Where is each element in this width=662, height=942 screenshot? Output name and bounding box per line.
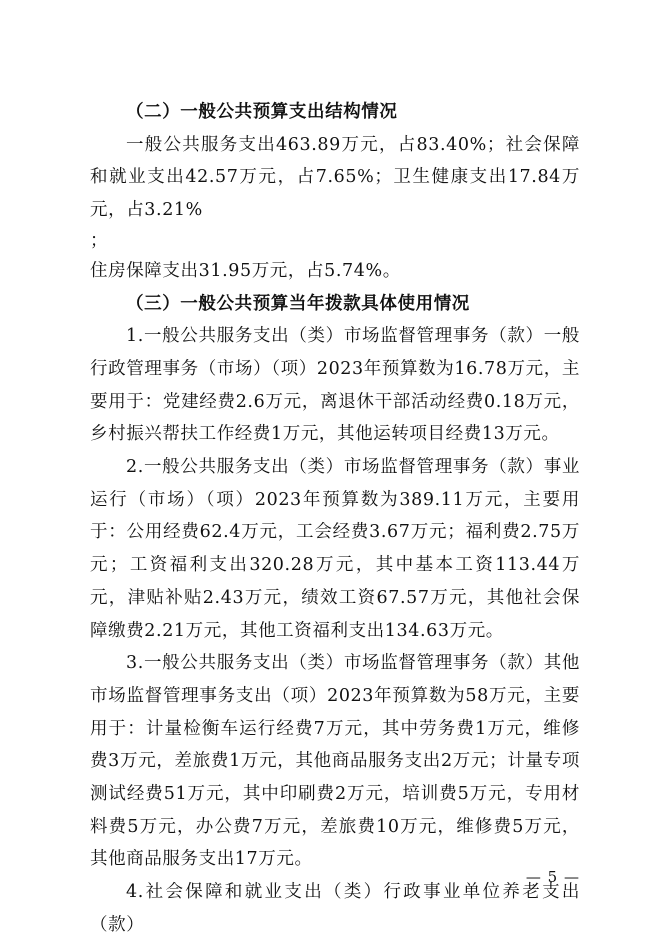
item-4-paragraph: 4.社会保障和就业支出（类）行政事业单位养老支出（款） xyxy=(90,882,580,935)
item-2-paragraph: 2.一般公共服务支出（类）市场监督管理事务（款）事业运行（市场）（项）2023年预算数为389.11万元，主要用于：公用经费62.4万元，工会经费3.67万元；福利费2.75万元；工资福利支出320.28万元，其中基本工资113.44万元，津贴补贴2.43万元，绩效工资67.57万元，其他社会保障缴费2.21万元，其他工资福利支出134.63万元。 xyxy=(90,457,580,641)
item-3-paragraph: 3.一般公共服务支出（类）市场监督管理事务（款）其他市场监督管理事务支出（项）2023年预算数为58万元，主要用于：计量检衡车运行经费7万元，其中劳务费1万元，维修费3万元，差旅费1万元，其他商品服务支出2万元；计量专项测试经费51万元，其中印刷费2万元，培训费5万元，专用材料费5万元，办公费7万元，差旅费10万元，维修费5万元，其他商品服务支出17万元。 xyxy=(90,653,580,870)
section-2-heading: （二）一般公共预算支出结构情况 xyxy=(126,102,398,122)
section-2-paragraph-1: 一般公共服务支出463.89万元，占83.40%；社会保障和就业支出42.57万元，占7.65%；卫生健康支出17.84万元，占3.21% xyxy=(90,134,580,221)
item-1-paragraph: 1.一般公共服务支出（类）市场监督管理事务（款）一般行政管理事务（市场）（项）2023年预算数为16.78万元，主要用于：党建经费2.6万元，离退休干部活动经费0.18万元，乡村振兴帮扶工作经费1万元，其他运转项目经费13万元。 xyxy=(90,326,580,445)
section-2-paragraph-2: 住房保障支出31.95万元，占5.74%。 xyxy=(90,260,401,281)
section-2-semicolon: ； xyxy=(90,230,109,251)
page-number: — 5 — xyxy=(525,868,580,886)
document-body xyxy=(90,96,580,942)
section-3-heading: （三）一般公共预算当年拨款具体使用情况 xyxy=(126,293,470,314)
